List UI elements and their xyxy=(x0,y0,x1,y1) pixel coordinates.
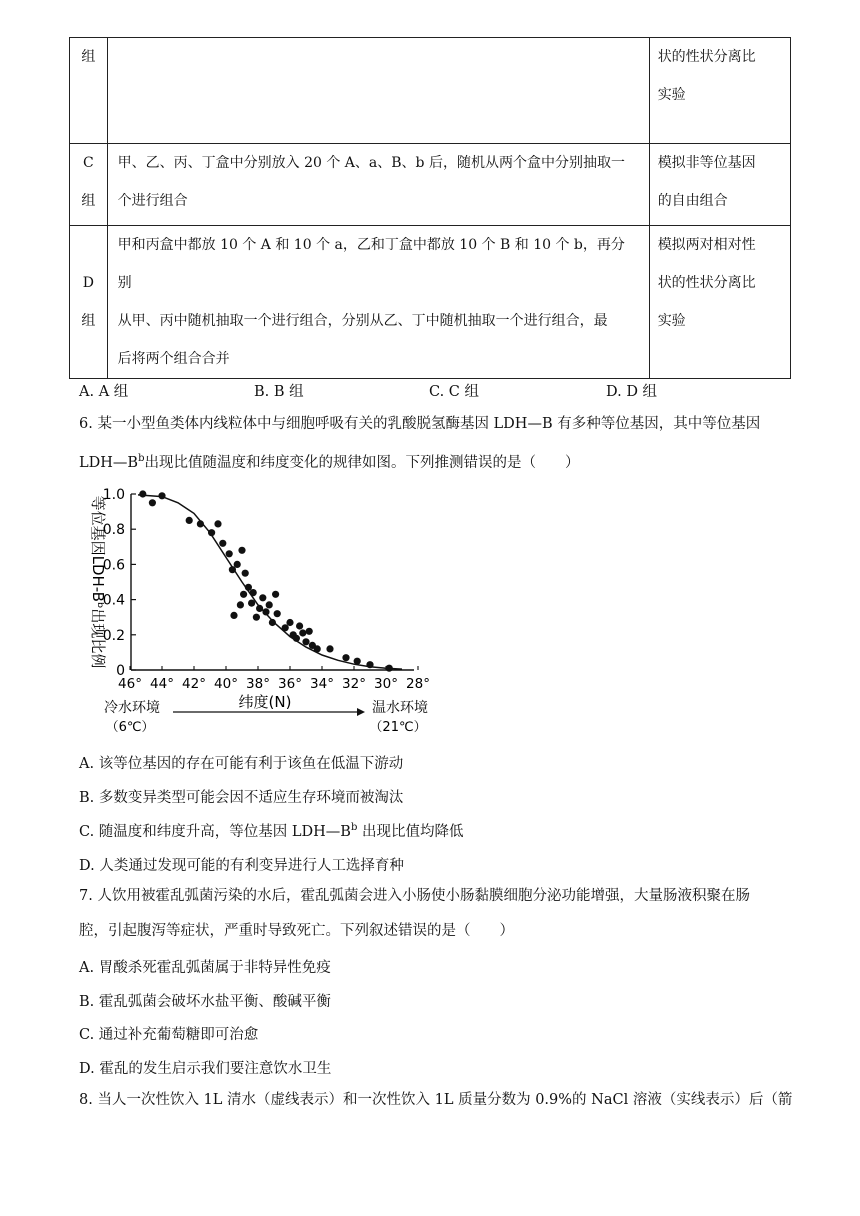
cell-text: 的自由组合 xyxy=(657,193,728,209)
cell-text: 状的性状分离比 xyxy=(657,49,756,65)
warm-water-label: 温水环境 xyxy=(372,700,428,716)
data-point xyxy=(234,561,241,568)
q6-option-c-text: C. 随温度和纬度升高，等位基因 LDH—B xyxy=(79,824,351,840)
cell-text: 后将两个组合合并 xyxy=(117,351,230,367)
purpose-cell xyxy=(649,226,790,379)
data-point xyxy=(208,529,215,536)
y-tick-label: 0 xyxy=(116,663,125,679)
group-cell xyxy=(70,144,108,226)
data-point xyxy=(293,635,300,642)
group-cell xyxy=(70,226,108,379)
data-point xyxy=(366,661,373,668)
data-point xyxy=(259,594,266,601)
cell-text: 实验 xyxy=(657,87,686,103)
data-point xyxy=(226,550,233,557)
q6-option-c-rest: 出现比值均降低 xyxy=(357,824,464,840)
x-tick-label: 40° xyxy=(214,676,238,692)
q6-stem-gene: LDH—B xyxy=(79,454,139,471)
x-tick-label: 46° xyxy=(118,676,142,692)
cell-text: 实验 xyxy=(657,313,686,329)
data-point xyxy=(306,628,313,635)
q6-option-c-sup: b xyxy=(350,822,358,834)
x-tick-label: 42° xyxy=(182,676,206,692)
warm-water-temp: （21℃） xyxy=(369,720,427,735)
x-tick-label: 34° xyxy=(310,676,334,692)
cold-water-temp: （6℃） xyxy=(105,720,155,735)
x-tick-label: 30° xyxy=(374,676,398,692)
data-point xyxy=(342,654,349,661)
group-cell xyxy=(70,38,108,144)
data-point xyxy=(269,619,276,626)
cold-water-label: 冷水环境 xyxy=(104,700,160,716)
q5-option-d[interactable]: D. D 组 xyxy=(606,384,658,400)
data-point xyxy=(326,645,333,652)
data-point xyxy=(296,622,303,629)
q8-stem-line1: 8. 当人一次性饮入 1L 清水（虚线表示）和一次性饮入 1L 质量分数为 0.9%的 NaCl 溶液（实线表示）后（箭 xyxy=(79,1092,793,1108)
data-point xyxy=(250,589,257,596)
q6-option-c[interactable] xyxy=(79,820,463,841)
cell-text: 模拟非等位基因 xyxy=(657,155,756,171)
arrow-head-icon xyxy=(357,708,365,716)
q6-stem-rest: 出现比值随温度和纬度变化的规律如图。下列推测错误的是（ ） xyxy=(144,454,580,471)
cell-text: 甲、乙、丙、丁盒中分别放入 20 个 A、a、B、b 后，随机从两个盒中分别抽取一 xyxy=(117,155,625,171)
data-point xyxy=(253,614,260,621)
x-tick-label: 44° xyxy=(150,676,174,692)
x-axis-label: 纬度(N) xyxy=(238,693,292,711)
y-axis-label: 等位基因LDH-Bᵇ出现比例 xyxy=(89,495,107,669)
q7-option-b[interactable]: B. 霍乱弧菌会破坏水盐平衡、酸碱平衡 xyxy=(79,994,331,1010)
q5-option-a[interactable]: A. A 组 xyxy=(79,384,129,400)
data-point xyxy=(214,520,221,527)
method-cell xyxy=(107,38,649,144)
cell-text: D xyxy=(82,275,94,291)
data-point xyxy=(149,499,156,506)
q6-stem-line1: 6. 某一小型鱼类体内线粒体中与细胞呼吸有关的乳酸脱氢酶基因 LDH—B 有多种等位基因，其中等位基因 xyxy=(79,416,761,432)
fit-curve xyxy=(138,495,402,669)
q7-option-c[interactable]: C. 通过补充葡萄糖即可治愈 xyxy=(79,1027,259,1043)
y-tick-label: 0.2 xyxy=(102,627,125,644)
q6-stem-line2 xyxy=(79,449,579,473)
cell-text: 组 xyxy=(81,193,96,209)
data-point xyxy=(274,610,281,617)
data-point xyxy=(139,490,146,497)
data-point xyxy=(240,591,247,598)
table-row xyxy=(70,38,791,144)
cell-text: 组 xyxy=(81,49,96,65)
data-point xyxy=(266,601,273,608)
data-point xyxy=(272,591,279,598)
data-point xyxy=(186,517,193,524)
cell-text: 个进行组合 xyxy=(117,193,188,209)
y-tick-label: 0.6 xyxy=(102,557,125,574)
data-point xyxy=(256,605,263,612)
q6-option-d[interactable]: D. 人类通过发现可能的有利变异进行人工选择育种 xyxy=(79,858,404,874)
data-point xyxy=(242,570,249,577)
x-tick-label: 32° xyxy=(342,676,366,692)
q6-stem-sup: b xyxy=(138,453,145,464)
q6-option-a[interactable]: A. 该等位基因的存在可能有利于该鱼在低温下游动 xyxy=(79,756,404,772)
x-tick-label: 36° xyxy=(278,676,302,692)
data-point xyxy=(386,665,393,672)
data-point xyxy=(197,520,204,527)
q7-stem-line2: 腔，引起腹泻等症状，严重时导致死亡。下列叙述错误的是（ ） xyxy=(79,923,514,939)
data-point xyxy=(302,638,309,645)
q5-option-b[interactable]: B. B 组 xyxy=(254,384,304,400)
cell-text: 组 xyxy=(81,313,96,329)
q7-stem-line1: 7. 人饮用被霍乱弧菌污染的水后，霍乱弧菌会进入小肠使小肠黏膜细胞分泌功能增强，大量肠液积聚在肠 xyxy=(79,888,750,904)
data-point xyxy=(354,658,361,665)
data-point xyxy=(299,629,306,636)
cell-text: 状的性状分离比 xyxy=(657,275,756,291)
y-tick-label: 0.8 xyxy=(102,522,125,539)
chart-axes xyxy=(131,494,414,670)
x-tick-label: 38° xyxy=(246,676,270,692)
cell-text: C xyxy=(82,155,94,171)
q6-option-b[interactable]: B. 多数变异类型可能会因不适应生存环境而被淘汰 xyxy=(79,790,404,806)
q7-option-d[interactable]: D. 霍乱的发生启示我们要注意饮水卫生 xyxy=(79,1061,332,1077)
data-point xyxy=(230,612,237,619)
data-point xyxy=(262,608,269,615)
cell-text: 模拟两对相对性 xyxy=(657,237,756,253)
y-tick-label: 1.0 xyxy=(102,487,125,503)
q7-option-a[interactable]: A. 胃酸杀死霍乱弧菌属于非特异性免疫 xyxy=(79,960,331,976)
data-point xyxy=(158,492,165,499)
method-cell xyxy=(107,144,649,226)
y-tick-label: 0.4 xyxy=(102,592,125,609)
data-points xyxy=(139,490,393,671)
data-point xyxy=(286,619,293,626)
q5-option-c[interactable]: C. C 组 xyxy=(429,384,479,400)
experiment-table xyxy=(69,37,791,379)
data-point xyxy=(314,645,321,652)
data-point xyxy=(237,601,244,608)
data-point xyxy=(238,547,245,554)
table-row xyxy=(70,144,791,226)
cell-text: 从甲、丙中随机抽取一个进行组合，分别从乙、丁中随机抽取一个进行组合，最 xyxy=(117,313,608,329)
latitude-allele-chart xyxy=(80,478,440,738)
method-cell xyxy=(107,226,649,379)
purpose-cell xyxy=(649,144,790,226)
purpose-cell xyxy=(649,38,790,144)
data-point xyxy=(219,540,226,547)
table-row xyxy=(70,226,791,379)
x-tick-label: 28° xyxy=(406,676,430,692)
data-point xyxy=(248,600,255,607)
cell-text: 甲和丙盒中都放 10 个 A 和 10 个 a，乙和丁盒中都放 10 个 B 和 10 个 b，再分别 xyxy=(117,237,625,291)
